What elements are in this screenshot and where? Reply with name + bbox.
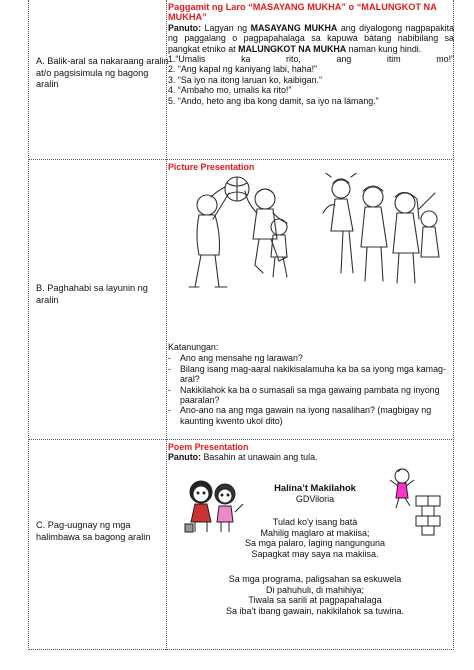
poem-line: Tulad ko'y isang batà (272, 517, 358, 527)
dialogue-item-1: 1.“Umalis ka rito, ang itim mo!” (168, 54, 454, 65)
dialogue-item: 3. “Sa iyo na itong laruan ko, kaibigan.” (168, 74, 322, 85)
questions-heading: Katanungan: (168, 342, 219, 352)
poem-line: Tiwala sa sarili at pagpapahalaga (248, 595, 382, 606)
row-b-label-text: B. Paghahabi sa layunin ng aralin (36, 283, 148, 305)
row-b-questions (168, 342, 448, 426)
row-a-instructions: Panuto: Lagyan ng MASAYANG MUKHA ang diyalogong nagpapakita ng paggalang o pagpapahalaga sa kapuwa bátang nabibilang sa pangkat etniko at MALUNGKOT NA MUKHA naman kung hindi. (168, 22, 454, 54)
table-border-left (28, 0, 29, 650)
row-b-content (168, 162, 454, 172)
row-a-label (30, 56, 170, 91)
row-b-label (30, 283, 170, 306)
children-playing-illustration (183, 173, 443, 293)
row-c-content (168, 442, 454, 463)
poem-line: Sa mga palaro, laging nangunguna (244, 538, 386, 549)
dialogue-item: 4. “Ambaho mo, umalis ka rito!” (168, 85, 292, 96)
poem (240, 483, 390, 504)
row-a-label-text: A. Balik-aral sa nakaraang aralin at/o pagsisimula ng bagong aralin (36, 56, 169, 89)
row-divider (28, 439, 454, 440)
poem-line: Sa iba’t ibang gawain, nakikilahok sa tuwina. (225, 605, 405, 616)
poem-line: Sa mga programa, paligsahan sa eskuwela (228, 574, 402, 584)
row-c-instructions: Panuto: Basahin at unawain ang tula. (168, 452, 318, 463)
dialogue-item: 2. “Ang kapal ng kaniyang labi, haha!” (168, 64, 318, 75)
poem-author: GDViloria (295, 493, 335, 504)
question-item: - Ano-ano na ang mga gawain na iyong nasalihan? (magbigay ng kaunting kwento ukol dito) (168, 405, 432, 426)
row-c-label (30, 520, 170, 543)
poem-line: Di pahuhuli, di mahihiya; (265, 584, 365, 595)
question-item: - Ano ang mensahe ng larawan? (168, 353, 303, 364)
poem-title: Halina’t Makilahok (274, 482, 356, 493)
row-b-title: Picture Presentation (168, 162, 255, 172)
dialogue-item: 5. “Ando, heto ang iba kong damit, sa iyo na lámang.” (168, 95, 379, 106)
question-item: - Nakikilahok ka ba o sumasali sa mga gawaing pambata ng inyong paaralan? (168, 384, 440, 406)
poem-line: Mahilig maglaro at makiisa; (260, 527, 370, 538)
row-divider (28, 159, 454, 160)
question-item: - Bilang isang mag-aaral nakikisalamuha ka ba sa iyong mga kamag-aral? (168, 363, 446, 385)
table-border-bottom (28, 649, 454, 650)
poem-line: Sapagkat may saya na makiisa. (251, 548, 379, 559)
table-column-divider (166, 0, 167, 650)
row-c-label-text: C. Pag-uugnay ng mga halimbawa sa bagong aralin (36, 520, 151, 542)
poem-stanza-2 (180, 574, 450, 616)
poem-stanza-1 (200, 517, 430, 559)
row-c-title: Poem Presentation (168, 442, 249, 452)
row-a-title: Paggamit ng Laro “MASAYANG MUKHA” o “MALUNGKOT NA MUKHA” (168, 2, 437, 23)
row-a-content (168, 2, 454, 106)
